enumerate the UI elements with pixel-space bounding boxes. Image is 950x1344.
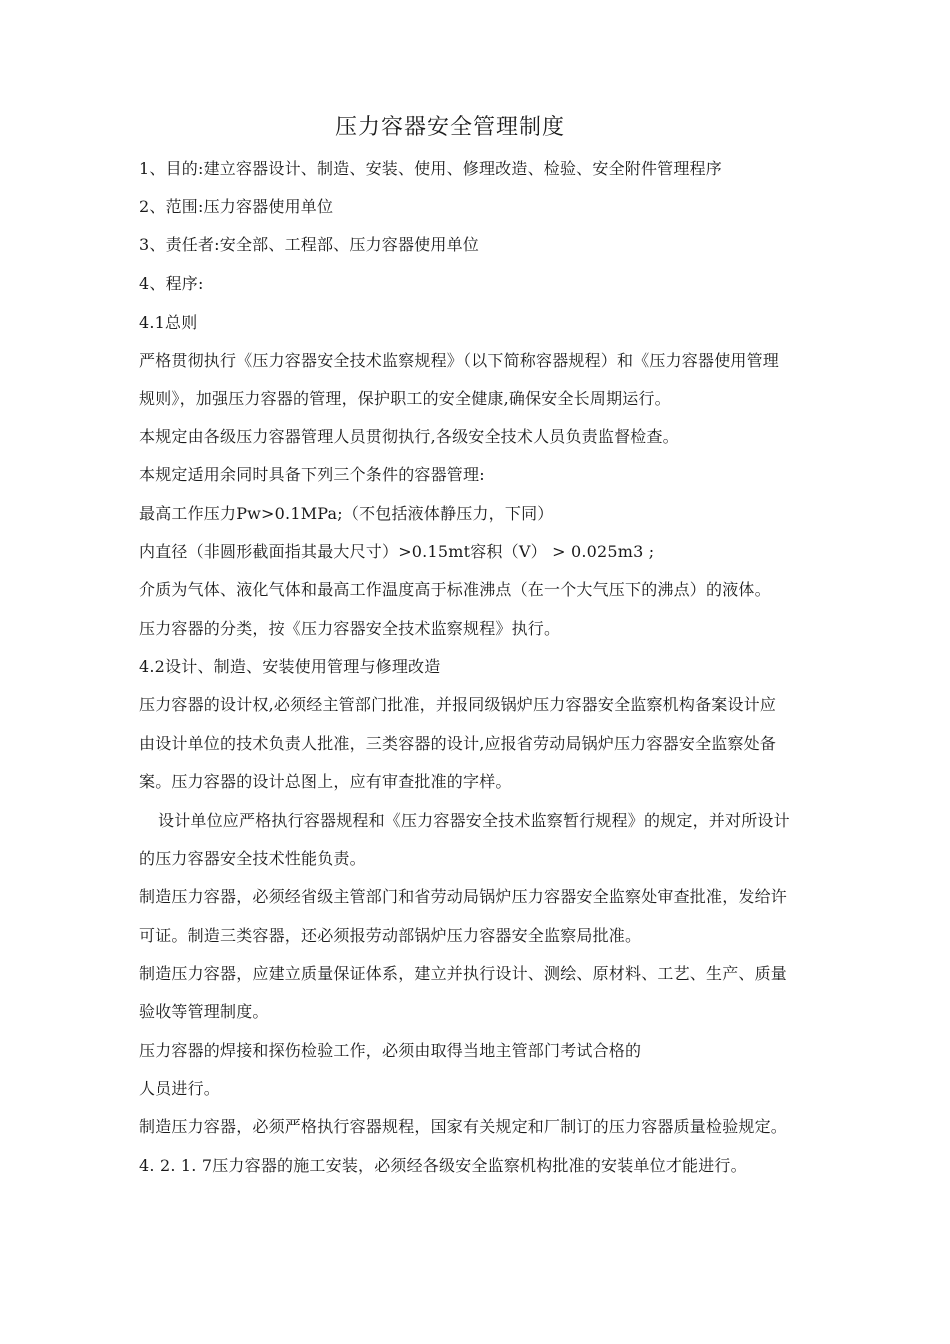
- paragraph-line: 由设计单位的技术负责人批准，三类容器的设计,应报省劳动局锅炉压力容器安全监察处备: [139, 734, 777, 753]
- paragraph-line: 压力容器的设计权,必须经主管部门批准，并报同级锅炉压力容器安全监察机构备案设计应: [139, 695, 777, 714]
- paragraph-line: 可证。制造三类容器，还必须报劳动部锅炉压力容器安全监察局批准。: [139, 926, 642, 945]
- paragraph-line: 压力容器的分类，按《压力容器安全技术监察规程》执行。: [139, 619, 561, 638]
- paragraph-line: 人员进行。: [139, 1079, 221, 1098]
- paragraph-line: 验收等管理制度。: [139, 1002, 269, 1021]
- paragraph-purpose: 1、目的:建立容器设计、制造、安装、使用、修理改造、检验、安全附件管理程序: [139, 159, 722, 178]
- paragraph-line: 制造压力容器，必须经省级主管部门和省劳动局锅炉压力容器安全监察处审查批准，发给许: [139, 887, 788, 906]
- paragraph-line: 内直径（非圆形截面指其最大尺寸）>0.15mt容积（V） > 0.025m3 ;: [139, 542, 655, 561]
- paragraph-line: 介质为气体、液化气体和最高工作温度高于标准沸点（在一个大气压下的沸点）的液体。: [139, 580, 771, 599]
- paragraph-line: 本规定适用余同时具备下列三个条件的容器管理:: [139, 465, 485, 484]
- paragraph-line: 严格贯彻执行《压力容器安全技术监察规程》（以下简称容器规程）和《压力容器使用管理: [139, 351, 780, 370]
- section-heading-4-1: 4.1总则: [139, 313, 198, 332]
- paragraph-procedure: 4、程序:: [139, 274, 204, 293]
- paragraph-scope: 2、范围:压力容器使用单位: [139, 197, 334, 216]
- paragraph-line: 设计单位应严格执行容器规程和《压力容器安全技术监察暂行规程》的规定，并对所设计: [158, 811, 790, 830]
- section-heading-4-2: 4.2设计、制造、安装使用管理与修理改造: [139, 657, 441, 676]
- document-title: 压力容器安全管理制度: [334, 115, 565, 140]
- paragraph-line: 制造压力容器，必须严格执行容器规程，国家有关规定和厂制订的压力容器质量检验规定。: [139, 1117, 788, 1136]
- paragraph-line: 本规定由各级压力容器管理人员贯彻执行,各级安全技术人员负责监督检查。: [139, 427, 679, 446]
- paragraph-line: 4. 2. 1. 7压力容器的施工安装，必须经各级安全监察机构批准的安装单位才能进行。: [139, 1156, 747, 1175]
- paragraph-line: 制造压力容器，应建立质量保证体系，建立并执行设计、测绘、原材料、工艺、生产、质量: [139, 964, 788, 983]
- paragraph-responsible: 3、责任者:安全部、工程部、压力容器使用单位: [139, 235, 479, 254]
- paragraph-line: 的压力容器安全技术性能负责。: [139, 849, 366, 868]
- paragraph-line: 规则》，加强压力容器的管理，保护职工的安全健康,确保安全长周期运行。: [139, 389, 671, 408]
- paragraph-line: 压力容器的焊接和探伤检验工作，必须由取得当地主管部门考试合格的: [139, 1041, 642, 1060]
- paragraph-line: 案。压力容器的设计总图上，应有审查批准的字样。: [139, 772, 512, 791]
- paragraph-line: 最高工作压力Pw>0.1MPa;（不包括液体静压力，下同）: [139, 504, 554, 523]
